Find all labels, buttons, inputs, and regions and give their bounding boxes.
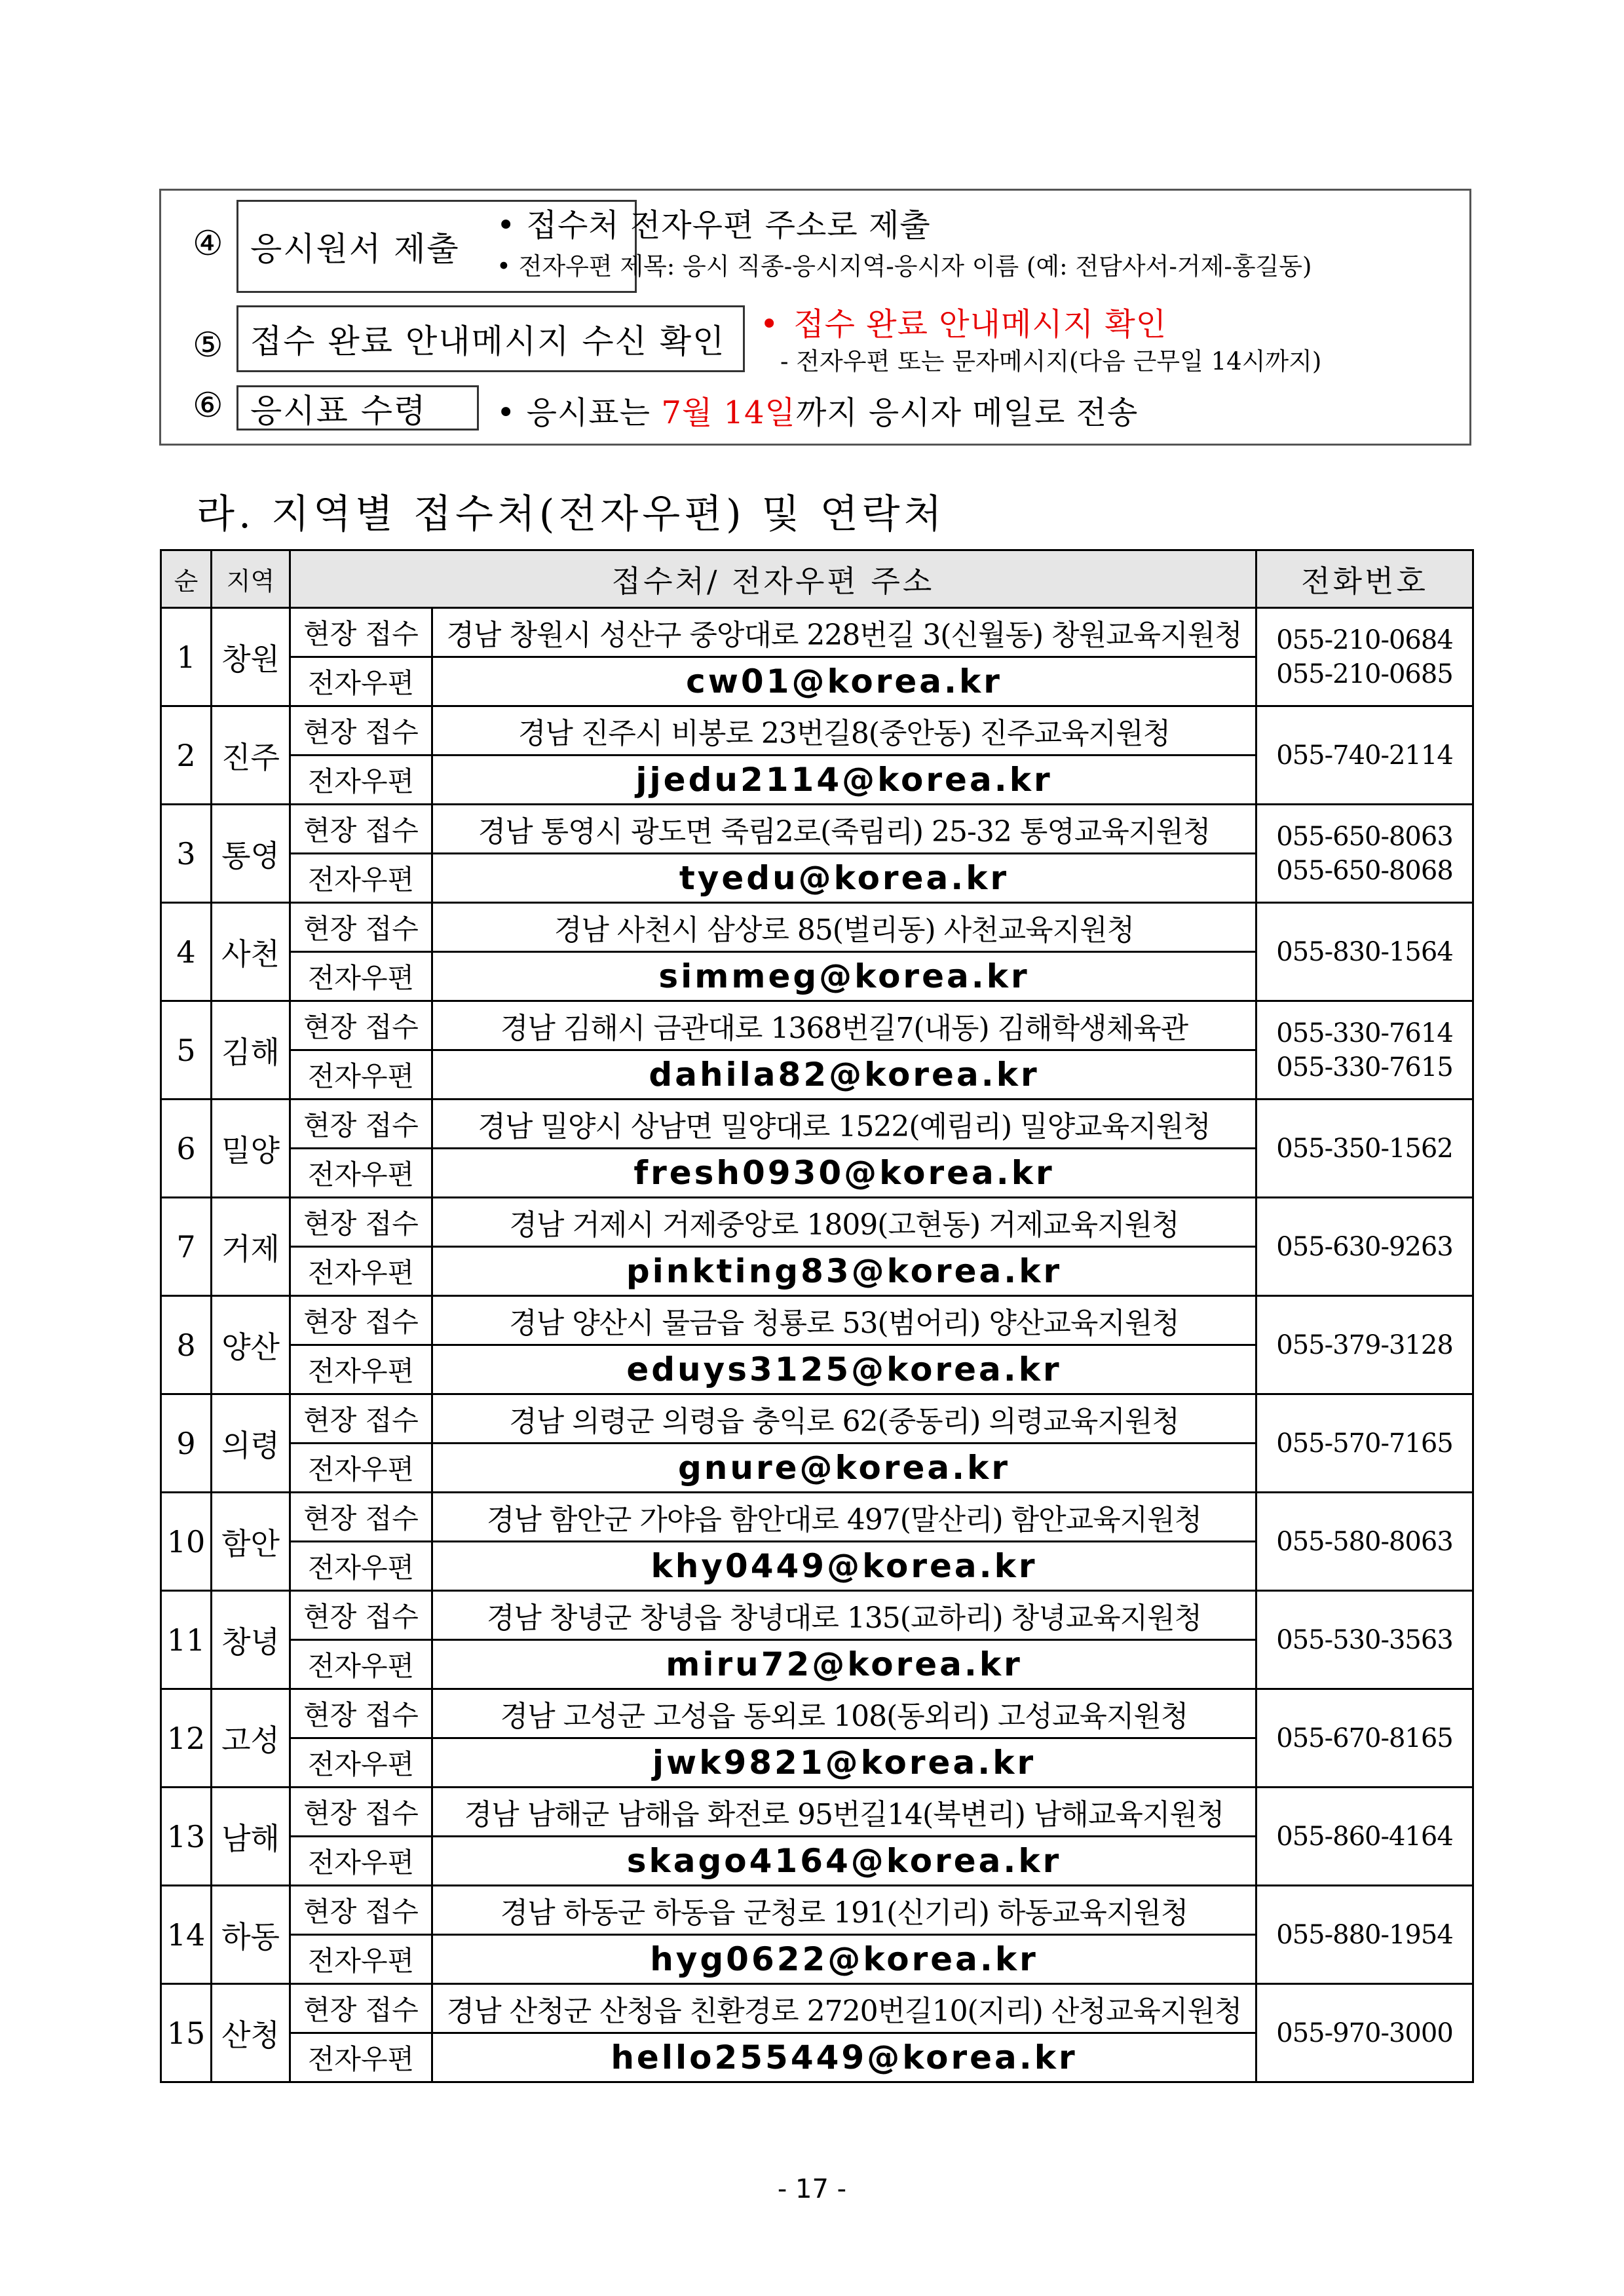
phone-number: 055-650-8068 xyxy=(1276,855,1453,886)
step-5-number: ⑤ xyxy=(193,326,223,365)
table-row xyxy=(161,1100,1473,1149)
row-number: 10 xyxy=(161,1493,212,1591)
step-5-line-2: - 전자우편 또는 문자메시지(다음 근무일 14시까지) xyxy=(780,347,1322,375)
email-address[interactable]: khy0449@korea.kr xyxy=(432,1542,1256,1591)
kind-email: 전자우편 xyxy=(290,1444,432,1493)
phone-number: 055-970-3000 xyxy=(1276,2018,1453,2048)
phone-number: 055-630-9263 xyxy=(1276,1231,1453,1262)
phone-number: 055-330-7614 xyxy=(1276,1018,1453,1048)
row-number: 5 xyxy=(161,1001,212,1100)
region-name: 김해 xyxy=(212,1001,290,1100)
region-name: 사천 xyxy=(212,903,290,1001)
table-body xyxy=(161,608,1473,2082)
table-row xyxy=(161,1394,1473,1444)
region-name: 거제 xyxy=(212,1198,290,1296)
region-name: 창녕 xyxy=(212,1591,290,1689)
kind-onsite: 현장 접수 xyxy=(290,1788,432,1837)
kind-onsite: 현장 접수 xyxy=(290,1689,432,1738)
onsite-address: 경남 김해시 금관대로 1368번길7(내동) 김해학생체육관 xyxy=(432,1001,1256,1050)
kind-email: 전자우편 xyxy=(290,657,432,706)
phone-number: 055-740-2114 xyxy=(1276,740,1453,771)
onsite-address: 경남 창녕군 창녕읍 창녕대로 135(교하리) 창녕교육지원청 xyxy=(432,1591,1256,1640)
table-row xyxy=(161,805,1473,854)
row-number: 12 xyxy=(161,1689,212,1788)
kind-email: 전자우편 xyxy=(290,1837,432,1886)
email-address[interactable]: tyedu@korea.kr xyxy=(432,854,1256,903)
region-name: 고성 xyxy=(212,1689,290,1788)
phone-number: 055-379-3128 xyxy=(1276,1330,1453,1360)
onsite-address: 경남 거제시 거제중앙로 1809(고현동) 거제교육지원청 xyxy=(432,1198,1256,1247)
onsite-address: 경남 함안군 가야읍 함안대로 497(말산리) 함안교육지원청 xyxy=(432,1493,1256,1542)
email-address[interactable]: miru72@korea.kr xyxy=(432,1640,1256,1689)
kind-onsite: 현장 접수 xyxy=(290,1001,432,1050)
phone-cell xyxy=(1256,1984,1473,2082)
kind-onsite: 현장 접수 xyxy=(290,1100,432,1149)
phone-number: 055-670-8165 xyxy=(1276,1723,1453,1753)
onsite-address: 경남 밀양시 상남면 밀양대로 1522(예림리) 밀양교육지원청 xyxy=(432,1100,1256,1149)
contacts-table xyxy=(160,549,1474,2083)
step-4-label: 응시원서 제출 xyxy=(236,200,637,293)
phone-number: 055-210-0685 xyxy=(1276,659,1453,689)
phone-number: 055-530-3563 xyxy=(1276,1624,1453,1655)
table-row xyxy=(161,1198,1473,1247)
row-number: 6 xyxy=(161,1100,212,1198)
section-heading: 라. 지역별 접수처(전자우편) 및 연락처 xyxy=(197,491,946,537)
region-name: 의령 xyxy=(212,1394,290,1493)
kind-email: 전자우편 xyxy=(290,1542,432,1591)
kind-email: 전자우편 xyxy=(290,1935,432,1984)
kind-onsite: 현장 접수 xyxy=(290,805,432,854)
email-address[interactable]: fresh0930@korea.kr xyxy=(432,1149,1256,1198)
row-number: 4 xyxy=(161,903,212,1001)
step-5-line-1: • 접수 완료 안내메시지 확인 xyxy=(760,306,1167,343)
onsite-address: 경남 고성군 고성읍 동외로 108(동외리) 고성교육지원청 xyxy=(432,1689,1256,1738)
kind-onsite: 현장 접수 xyxy=(290,706,432,756)
email-address[interactable]: gnure@korea.kr xyxy=(432,1444,1256,1493)
kind-onsite: 현장 접수 xyxy=(290,1493,432,1542)
step-6-label: 응시표 수령 xyxy=(236,385,479,430)
onsite-address: 경남 사천시 삼상로 85(벌리동) 사천교육지원청 xyxy=(432,903,1256,952)
step-5-label: 접수 완료 안내메시지 수신 확인 xyxy=(236,305,745,372)
header-phone: 전화번호 xyxy=(1256,550,1473,608)
phone-cell xyxy=(1256,903,1473,1001)
onsite-address: 경남 하동군 하동읍 군청로 191(신기리) 하동교육지원청 xyxy=(432,1886,1256,1935)
row-number: 14 xyxy=(161,1886,212,1984)
table-row xyxy=(161,1984,1473,2033)
region-name: 하동 xyxy=(212,1886,290,1984)
phone-cell xyxy=(1256,1886,1473,1984)
phone-number: 055-570-7165 xyxy=(1276,1428,1453,1459)
kind-onsite: 현장 접수 xyxy=(290,1886,432,1935)
phone-number: 055-580-8063 xyxy=(1276,1526,1453,1557)
row-number: 9 xyxy=(161,1394,212,1493)
kind-email: 전자우편 xyxy=(290,854,432,903)
kind-onsite: 현장 접수 xyxy=(290,903,432,952)
region-name: 함안 xyxy=(212,1493,290,1591)
email-address[interactable]: hyg0622@korea.kr xyxy=(432,1935,1256,1984)
kind-email: 전자우편 xyxy=(290,756,432,805)
onsite-address: 경남 창원시 성산구 중앙대로 228번길 3(신월동) 창원교육지원청 xyxy=(432,608,1256,657)
onsite-address: 경남 남해군 남해읍 화전로 95번길14(북변리) 남해교육지원청 xyxy=(432,1788,1256,1837)
region-name: 진주 xyxy=(212,706,290,805)
region-name: 남해 xyxy=(212,1788,290,1886)
step-4-line-1: • 접수처 전자우편 주소로 제출 xyxy=(497,207,931,244)
kind-email: 전자우편 xyxy=(290,1738,432,1788)
row-number: 1 xyxy=(161,608,212,706)
table-row xyxy=(161,1689,1473,1738)
kind-onsite: 현장 접수 xyxy=(290,1394,432,1444)
row-number: 2 xyxy=(161,706,212,805)
table-row xyxy=(161,608,1473,657)
step-4-number: ④ xyxy=(193,224,223,263)
kind-onsite: 현장 접수 xyxy=(290,1198,432,1247)
phone-cell xyxy=(1256,1001,1473,1100)
email-address[interactable]: pinkting83@korea.kr xyxy=(432,1247,1256,1296)
phone-cell xyxy=(1256,1198,1473,1296)
application-steps-box xyxy=(159,189,1471,446)
header-region: 지역 xyxy=(212,550,290,608)
region-name: 밀양 xyxy=(212,1100,290,1198)
table-row xyxy=(161,1788,1473,1837)
header-no: 순 xyxy=(161,550,212,608)
phone-number: 055-830-1564 xyxy=(1276,936,1453,967)
email-address[interactable]: cw01@korea.kr xyxy=(432,657,1256,706)
onsite-address: 경남 진주시 비봉로 23번길8(중안동) 진주교육지원청 xyxy=(432,706,1256,756)
row-number: 8 xyxy=(161,1296,212,1394)
phone-cell xyxy=(1256,805,1473,903)
row-number: 15 xyxy=(161,1984,212,2082)
onsite-address: 경남 양산시 물금읍 청룡로 53(범어리) 양산교육지원청 xyxy=(432,1296,1256,1345)
phone-cell xyxy=(1256,1689,1473,1788)
kind-email: 전자우편 xyxy=(290,952,432,1001)
region-name: 창원 xyxy=(212,608,290,706)
phone-number: 055-350-1562 xyxy=(1276,1133,1453,1164)
kind-email: 전자우편 xyxy=(290,1640,432,1689)
table-row xyxy=(161,1001,1473,1050)
email-address[interactable]: dahila82@korea.kr xyxy=(432,1050,1256,1100)
kind-email: 전자우편 xyxy=(290,1247,432,1296)
table-row xyxy=(161,1493,1473,1542)
phone-number: 055-210-0684 xyxy=(1276,624,1453,655)
onsite-address: 경남 산청군 산청읍 친환경로 2720번길10(지리) 산청교육지원청 xyxy=(432,1984,1256,2033)
row-number: 13 xyxy=(161,1788,212,1886)
header-address: 접수처/ 전자우편 주소 xyxy=(290,550,1256,608)
page-number: - 17 - xyxy=(777,2174,847,2204)
region-name: 산청 xyxy=(212,1984,290,2082)
phone-number: 055-330-7615 xyxy=(1276,1052,1453,1082)
phone-cell xyxy=(1256,1493,1473,1591)
region-name: 통영 xyxy=(212,805,290,903)
phone-cell xyxy=(1256,1591,1473,1689)
email-address[interactable]: eduys3125@korea.kr xyxy=(432,1345,1256,1394)
table-row xyxy=(161,903,1473,952)
table-row xyxy=(161,1886,1473,1935)
step-4-line-2: • 전자우편 제목: 응시 직종-응시지역-응시자 이름 (예: 전담사서-거제-홍길동) xyxy=(497,252,1312,280)
email-address[interactable]: jjedu2114@korea.kr xyxy=(432,756,1256,805)
step-6-line: • 응시표는 7월 14일까지 응시자 메일로 전송 xyxy=(497,394,1139,431)
table-row xyxy=(161,706,1473,756)
email-address[interactable]: jwk9821@korea.kr xyxy=(432,1738,1256,1788)
kind-onsite: 현장 접수 xyxy=(290,1984,432,2033)
phone-cell xyxy=(1256,608,1473,706)
step-6-number: ⑥ xyxy=(193,386,223,425)
region-name: 양산 xyxy=(212,1296,290,1394)
phone-cell xyxy=(1256,706,1473,805)
onsite-address: 경남 통영시 광도면 죽림2로(죽림리) 25-32 통영교육지원청 xyxy=(432,805,1256,854)
row-number: 7 xyxy=(161,1198,212,1296)
table-row xyxy=(161,1296,1473,1345)
kind-email: 전자우편 xyxy=(290,1345,432,1394)
onsite-address: 경남 의령군 의령읍 충익로 62(중동리) 의령교육지원청 xyxy=(432,1394,1256,1444)
kind-onsite: 현장 접수 xyxy=(290,608,432,657)
phone-cell xyxy=(1256,1394,1473,1493)
kind-onsite: 현장 접수 xyxy=(290,1591,432,1640)
phone-cell xyxy=(1256,1788,1473,1886)
email-address[interactable]: skago4164@korea.kr xyxy=(432,1837,1256,1886)
phone-cell xyxy=(1256,1100,1473,1198)
row-number: 11 xyxy=(161,1591,212,1689)
email-address[interactable]: simmeg@korea.kr xyxy=(432,952,1256,1001)
phone-number: 055-880-1954 xyxy=(1276,1919,1453,1950)
kind-email: 전자우편 xyxy=(290,1149,432,1198)
table-row xyxy=(161,1591,1473,1640)
phone-cell xyxy=(1256,1296,1473,1394)
phone-number: 055-860-4164 xyxy=(1276,1821,1453,1852)
row-number: 3 xyxy=(161,805,212,903)
kind-email: 전자우편 xyxy=(290,2033,432,2082)
kind-onsite: 현장 접수 xyxy=(290,1296,432,1345)
phone-number: 055-650-8063 xyxy=(1276,821,1453,852)
kind-email: 전자우편 xyxy=(290,1050,432,1100)
email-address[interactable]: hello255449@korea.kr xyxy=(432,2033,1256,2082)
table-header-row xyxy=(161,550,1473,608)
